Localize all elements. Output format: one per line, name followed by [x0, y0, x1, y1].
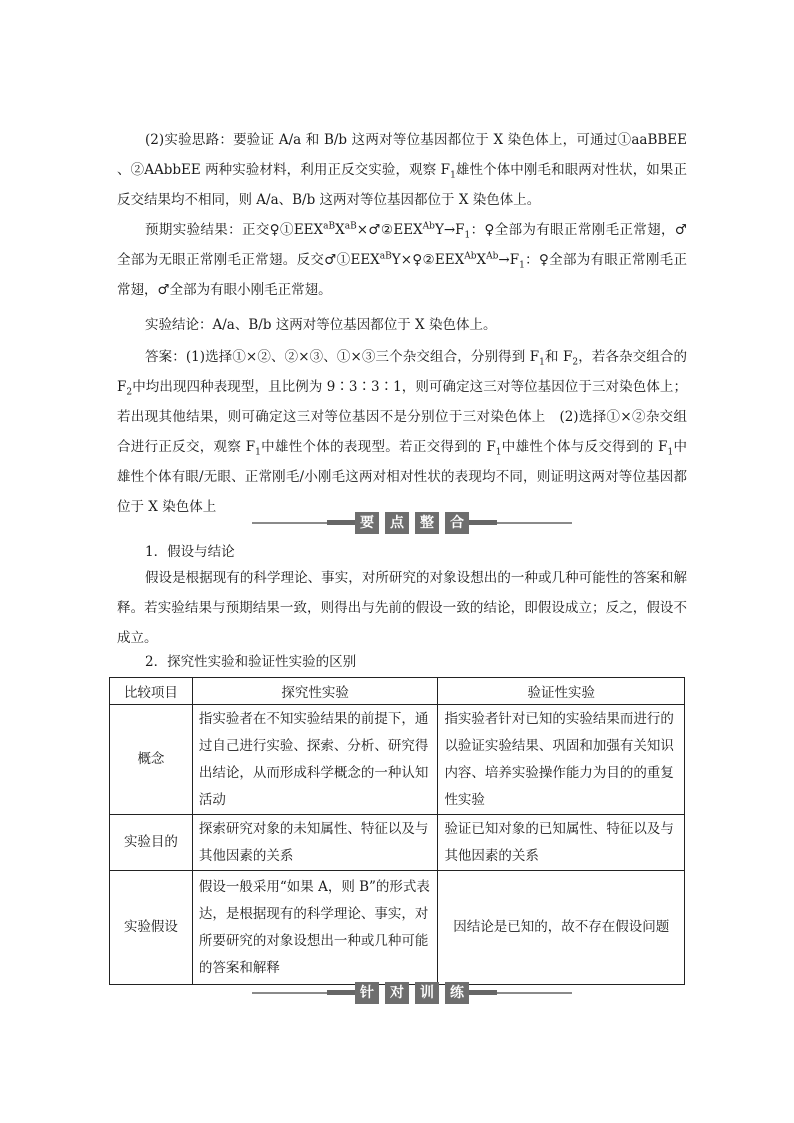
table-header-cell: 验证性实验: [438, 678, 685, 705]
table-cell: 指实验者在不知实验结果的前提下，通过自己进行实验、探索、分析、研究得出结论，从而形成科学概念的一种认知活动: [192, 705, 438, 815]
banner-char: 合: [445, 512, 469, 534]
banner-title: [355, 512, 469, 534]
superscript: Ab: [422, 221, 435, 232]
banner-char: 整: [415, 512, 439, 534]
section-banner-practice: [252, 982, 572, 1004]
banner-bar: [327, 520, 355, 525]
text-run: ×♂②EEX: [356, 222, 423, 238]
comparison-table: [109, 677, 685, 985]
table-row-label: 概念: [110, 705, 193, 815]
superscript: Ab: [464, 251, 477, 262]
subscript: 1: [464, 230, 471, 241]
banner-rule: [252, 522, 327, 524]
superscript: Ab: [486, 251, 499, 262]
table-header-cell: 比较项目: [110, 678, 193, 705]
superscript: aB: [344, 221, 357, 232]
banner-char: 点: [385, 512, 409, 534]
text-run: 中雄性个体的表现型。若正交得到的 F: [260, 439, 496, 455]
table-header-row: [110, 678, 685, 705]
banner-char: 针: [355, 982, 379, 1004]
banner-rule: [497, 522, 572, 524]
text-run: 和 F: [544, 349, 573, 365]
banner-rule: [497, 992, 572, 994]
subscript: 2: [572, 357, 579, 368]
text-run: X: [476, 252, 487, 268]
text-run: X: [335, 222, 345, 238]
banner-char: 训: [415, 982, 439, 1004]
table-row-label: 实验目的: [110, 815, 193, 871]
banner-rule: [252, 992, 327, 994]
experiment-idea-text-tail: 雄性个体中刚毛和眼两对性状，如果正反交结果均不相同，则 A/a、B/b 这两对等位基因都位于 X 染色体上。: [117, 162, 688, 208]
subscript: 1: [519, 260, 525, 271]
text-run: ：♀全部为有眼正常刚毛正常翅，♂全部为有眼小刚毛正常翅。: [117, 252, 687, 298]
table-row: [110, 871, 685, 985]
expected-results-paragraph: [117, 215, 687, 305]
experiment-conclusion: 实验结论：A/a、B/b 这两对等位基因都位于 X 染色体上。: [145, 317, 497, 333]
banner-char: 要: [355, 512, 379, 534]
banner-bar: [469, 520, 497, 525]
text-run: 中雄性个体与反交得到的 F: [501, 439, 668, 455]
table-row-label: 实验假设: [110, 871, 193, 985]
text-run: 中雄性个体有眼/无眼、正常刚毛/小刚毛这两对相对性状的表现均不同，则证明这两对等位基因都位于 X 染色体上: [117, 439, 687, 515]
table-cell: 探索研究对象的未知属性、特征以及与其他因素的关系: [192, 815, 438, 871]
text-run: 中均出现四种表现型，且比例为 9∶3∶3∶1，则可确定这三对等位基因位于三对染色体上；若出现其他结果，则可确定这三对等位基因不是分别位于三对染色体上 (2)选择①×②杂交组合进行正反交，观察 F: [117, 379, 687, 455]
subscript: 1: [450, 170, 456, 181]
superscript: aB: [379, 251, 392, 262]
answer-paragraph: [117, 342, 687, 522]
table-cell: 因结论是已知的，故不存在假设问题: [438, 871, 685, 985]
point1-body: 假设是根据现有的科学理论、事实，对所研究的对象设想出的一种或几种可能性的答案和解释。若实验结果与预期结果一致，则得出与先前的假设一致的结论，即假设成立；反之，假设不成立。: [117, 570, 687, 646]
experiment-idea-paragraph: [117, 125, 687, 215]
point2-heading: 2．探究性实验和验证性实验的区别: [145, 654, 357, 670]
text-run: Y→F: [434, 222, 465, 238]
text-run: →F: [498, 252, 520, 268]
banner-bar: [327, 990, 355, 995]
point1-heading: 1．假设与结论: [145, 544, 235, 560]
table-cell: 验证已知对象的已知属性、特征以及与其他因素的关系: [438, 815, 685, 871]
subscript: 1: [495, 447, 502, 458]
text-run: ：♀全部为有眼正常刚毛正常翅，♂全部为无眼正常刚毛正常翅。反交♂①EEX: [117, 222, 687, 268]
banner-title: [355, 982, 469, 1004]
table-header-cell: 探究性实验: [192, 678, 438, 705]
experiment-idea-text: (2)实验思路：要验证 A/a 和 B/b 这两对等位基因都位于 X 染色体上，可通过①aaBBEE 、②AAbbEE 两种实验材料，利用正反交实验，观察 F: [117, 132, 687, 178]
subscript: 1: [255, 447, 261, 458]
text-run: ，若各杂交组合的 F: [117, 349, 688, 395]
table-cell: 假设一般采用“如果 A，则 B”的形式表达，是根据现有的科学理论、事实，对所要研究的对象设想出一种或几种可能的答案和解释: [192, 871, 438, 985]
text-run: Y×♀②EEX: [391, 252, 465, 268]
subscript: 2: [126, 387, 133, 398]
subscript: 1: [667, 447, 674, 458]
banner-char: 对: [385, 982, 409, 1004]
text-run: 预期实验结果：正交♀①EEX: [145, 222, 324, 238]
table-row: [110, 705, 685, 815]
banner-char: 练: [445, 982, 469, 1004]
superscript: aB: [323, 221, 336, 232]
section-banner-key-points: [252, 512, 572, 534]
banner-bar: [469, 990, 497, 995]
table-cell: 指实验者针对已知的实验结果而进行的以验证实验结果、巩固和加强有关知识内容、培养实验操作能力为目的的重复性实验: [438, 705, 685, 815]
subscript: 1: [539, 357, 545, 368]
text-run: 答案：(1)选择①×②、②×③、①×③三个杂交组合，分别得到 F: [145, 349, 540, 365]
table-row: [110, 815, 685, 871]
